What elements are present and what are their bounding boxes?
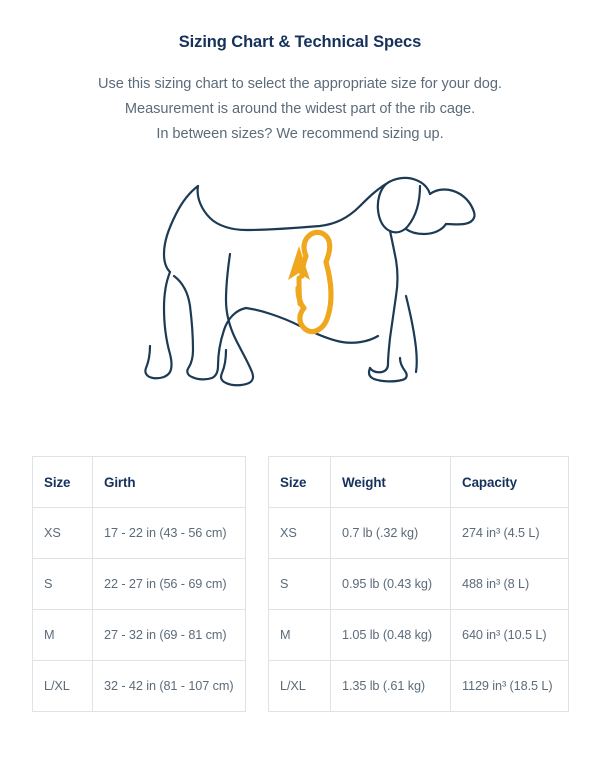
front-leg-near bbox=[370, 296, 396, 372]
table-row bbox=[269, 661, 569, 712]
table-row bbox=[33, 661, 246, 712]
page-subtitle bbox=[0, 53, 600, 147]
table-row bbox=[33, 610, 246, 661]
muzzle-jaw bbox=[406, 224, 446, 234]
tail-upper-edge bbox=[164, 186, 198, 272]
specs-header-size: Size bbox=[269, 457, 331, 508]
specs-size-xs: XS bbox=[269, 508, 331, 559]
specs-capacity-lxl: 1129 in³ (18.5 L) bbox=[451, 661, 569, 712]
specs-weight-xs: 0.7 lb (.32 kg) bbox=[331, 508, 451, 559]
specs-table-header-row bbox=[269, 457, 569, 508]
girth-size-s: S bbox=[33, 559, 93, 610]
table-row bbox=[269, 610, 569, 661]
specs-header-weight: Weight bbox=[331, 457, 451, 508]
girth-size-m: M bbox=[33, 610, 93, 661]
specs-capacity-m: 640 in³ (10.5 L) bbox=[451, 610, 569, 661]
head-crown bbox=[386, 178, 430, 194]
subtitle-line-1: Use this sizing chart to select the appropriate size for your dog. bbox=[98, 75, 502, 92]
rear-leg-far bbox=[145, 272, 171, 378]
table-row bbox=[33, 508, 246, 559]
table-row bbox=[33, 559, 246, 610]
dog-girth-measurement-diagram bbox=[0, 158, 600, 393]
girth-table bbox=[32, 456, 246, 712]
dog-outline-svg bbox=[120, 158, 480, 393]
specs-capacity-s: 488 in³ (8 L) bbox=[451, 559, 569, 610]
specs-capacity-xs: 274 in³ (4.5 L) bbox=[451, 508, 569, 559]
subtitle-line-3: In between sizes? We recommend sizing up. bbox=[156, 125, 444, 142]
back-line bbox=[198, 184, 386, 230]
specs-table-wrapper bbox=[268, 456, 568, 712]
specs-header-capacity: Capacity bbox=[451, 457, 569, 508]
table-row bbox=[269, 559, 569, 610]
specs-size-lxl: L/XL bbox=[269, 661, 331, 712]
girth-table-wrapper bbox=[32, 456, 245, 712]
girth-size-xs: XS bbox=[33, 508, 93, 559]
girth-size-lxl: L/XL bbox=[33, 661, 93, 712]
ear bbox=[378, 184, 420, 232]
muzzle-top bbox=[430, 190, 475, 225]
subtitle-line-2: Measurement is around the widest part of the rib cage. bbox=[124, 100, 476, 117]
girth-value-xs: 17 - 22 in (43 - 56 cm) bbox=[93, 508, 246, 559]
specs-size-s: S bbox=[269, 559, 331, 610]
specs-weight-lxl: 1.35 lb (.61 kg) bbox=[331, 661, 451, 712]
specs-weight-s: 0.95 lb (0.43 kg) bbox=[331, 559, 451, 610]
neck-front bbox=[390, 231, 398, 296]
belly-line bbox=[246, 308, 378, 343]
girth-value-m: 27 - 32 in (69 - 81 cm) bbox=[93, 610, 246, 661]
girth-header-girth: Girth bbox=[93, 457, 246, 508]
girth-value-s: 22 - 27 in (56 - 69 cm) bbox=[93, 559, 246, 610]
girth-arrow-shaft bbox=[299, 278, 300, 304]
specs-table bbox=[268, 456, 569, 712]
front-leg-far bbox=[406, 296, 417, 372]
girth-header-size: Size bbox=[33, 457, 93, 508]
girth-table-header-row bbox=[33, 457, 246, 508]
table-row bbox=[269, 508, 569, 559]
hind-leg-near bbox=[221, 254, 253, 385]
specs-size-m: M bbox=[269, 610, 331, 661]
hind-leg-far bbox=[174, 276, 246, 379]
spec-tables-container bbox=[0, 456, 600, 712]
girth-loop bbox=[298, 232, 331, 331]
girth-value-lxl: 32 - 42 in (81 - 107 cm) bbox=[93, 661, 246, 712]
specs-weight-m: 1.05 lb (0.48 kg) bbox=[331, 610, 451, 661]
page-title: Sizing Chart & Technical Specs bbox=[178, 33, 422, 51]
